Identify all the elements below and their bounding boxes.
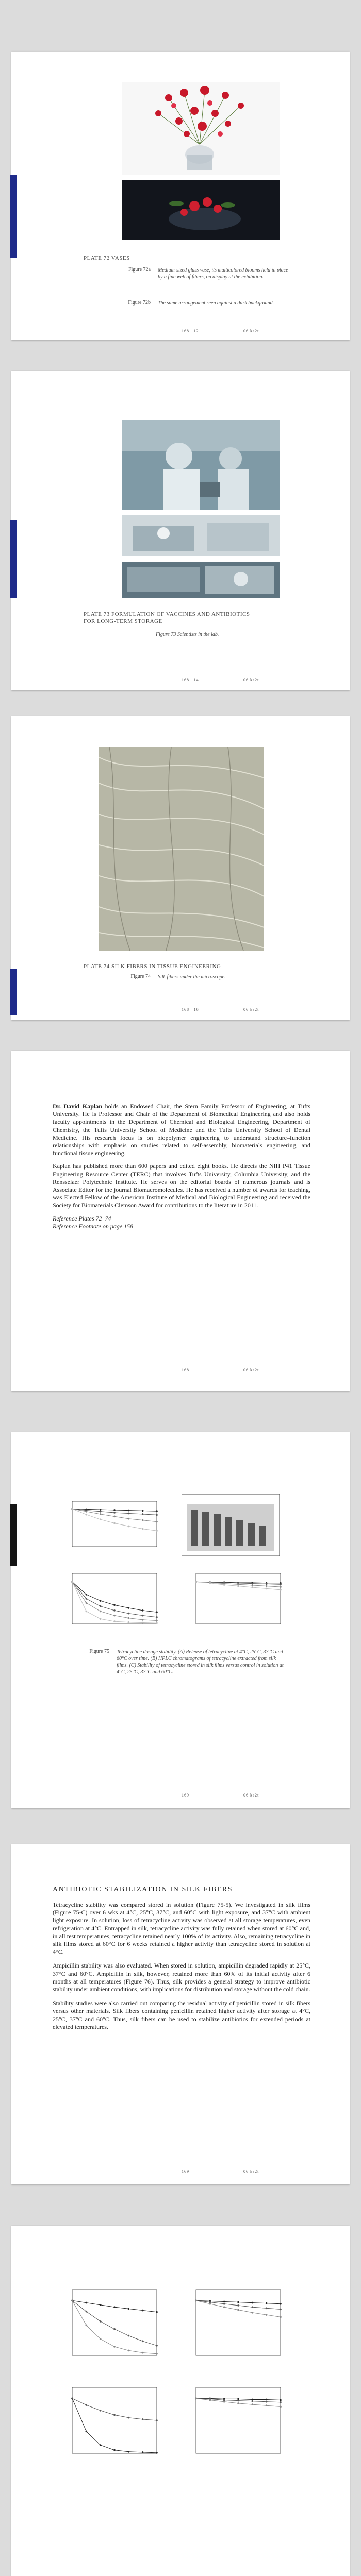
body-paragraph: Stability studies were also carried out comparing the residual activity of penicillin stored in silk fibers versus other materials. Silk fibers containing penicillin retained higher activity after storage at 4°C, 25°C, 37°C and 60°C. Thus, silk fibers can be used to stabilize antibiotics for extended periods at elevated temperatures. [53,1999,310,2030]
caption-figure-number: Figure 74 [130,974,151,979]
data-point [86,1602,88,1604]
caption-text: Figure 73 Scientists in the lab. [156,632,219,637]
data-point [113,2306,116,2308]
data-point [266,2307,268,2309]
data-point [252,2400,254,2402]
data-point [128,1617,130,1619]
chapter-tab [10,520,17,598]
caption-text: Medium-sized glass vase, its multicolored blooms held in place by a fine web of fibers, on display at the exhibition. [158,267,288,280]
data-point [86,1511,88,1513]
data-point [223,2306,225,2308]
data-point [195,2300,197,2302]
job-code: 06 ks2t [243,2169,259,2174]
job-code: 06 ks2t [243,329,259,333]
data-point [237,2301,239,2303]
page-plate-72 [11,52,350,340]
data-point [100,1511,102,1513]
plot-area [196,1573,281,1624]
data-point [113,1512,116,1514]
page-antibiotic-text [11,1844,350,2184]
data-point [71,1581,73,1583]
data-point [142,1609,144,1612]
data-point [280,1589,282,1591]
folio: 168 | 16 [182,1007,199,1012]
data-point [100,2444,102,2446]
chart-panel [182,2380,285,2463]
reference-line: Reference Footnote on page 158 [53,1222,134,1230]
bio-paragraph: Dr. David Kaplan holds an Endowed Chair, the Stern Family Professor of Engineering, at Tufts University. He is Professor and Chair of the Department of Biomedical Engineering and also holds faculty appointments in the Department of Chemical and Biological Engineering, Department of Chemistry, the Tufts University School of Medicine and the Tufts University School of Dental Medicine. His research focus is on biopolymer engineering to understand structure–function relationships with emphasis on studies related to self-assembly, biomaterials engineering, and functional tissue engineering. [53,1103,310,1157]
data-point [128,2308,130,2310]
data-point [209,2303,211,2305]
data-point [266,2401,268,2403]
data-point [209,2399,211,2401]
data-point [113,2328,116,2330]
data-point [100,2304,102,2306]
data-point [142,2418,144,2420]
data-point [86,1514,88,1516]
data-point [266,1588,268,1590]
caption-text: Tetracycline dosage stability. (A) Release of tetracycline at 4°C, 25°C, 37°C and 60°C over time. (B) HPLC chromatograms of tetracycline extracted from silk films. (C) Stability of tetracycline stored in silk films versus control in solution at 4°C, 25°C, 37°C and 60°C. [117,1649,284,1675]
data-point [142,2451,144,2453]
photo-vase-flowers [122,82,280,175]
job-code: 06 ks2t [243,1007,259,1012]
plot-area [72,2387,157,2453]
data-point [209,2301,211,2303]
data-point [142,2352,144,2354]
data-point [142,1519,144,1521]
data-point [252,2306,254,2308]
line-chart [182,2380,285,2463]
data-point [280,2401,282,2403]
data-point [142,2310,144,2312]
data-point [71,2300,73,2302]
data-point [156,1620,158,1622]
data-point [252,1584,254,1586]
chart-panel [58,2380,161,2463]
caption-row [114,267,300,298]
data-point [223,2399,225,2401]
data-point [86,2325,88,2327]
data-point [223,2303,225,2305]
job-code: 06 ks2t [243,1368,259,1372]
data-point [237,1583,239,1585]
data-point [113,1509,116,1511]
data-point [113,1609,116,1612]
data-point [113,1604,116,1606]
line-chart [58,1566,161,1633]
data-point [100,1611,102,1613]
vase-dark-illustration [122,180,280,240]
data-point [100,2338,102,2340]
chart-panel [58,2282,161,2365]
data-point [142,1510,144,1512]
chapter-tab [10,969,17,1015]
data-point [142,1622,144,1624]
data-point [280,2309,282,2311]
folio: 168 | 14 [182,677,199,682]
page-biography [11,1051,350,1391]
hplc-gel-image [182,1494,280,1556]
line-chart [58,2380,161,2463]
data-point [266,2399,268,2401]
data-point [237,2402,239,2404]
line-chart [58,1494,161,1556]
folio: 168 | 12 [182,329,199,333]
data-point [266,2302,268,2304]
data-point [237,2309,239,2311]
biography-text [53,1103,310,1230]
data-point [266,2404,268,2406]
data-point [128,2451,130,2453]
data-point [113,2346,116,2348]
data-point [86,2311,88,2313]
data-point [156,1514,158,1516]
data-point [237,2400,239,2402]
data-point [280,2406,282,2408]
chart-panel-c [58,1566,161,1633]
folio: 169 [182,1793,189,1798]
caption-figure-number: Figure 72a [128,267,151,273]
data-point [195,2398,197,2400]
body-paragraph: Ampicillin stability was also evaluated. When stored in solution, ampicillin degraded rapidly at 25°C, 37°C and 60°C. Ampicillin in silk, however, retained more than 60% of its initial activity after 6 months at all temperatures (Figure 76). Thus, silk provides a general strategy to improve antibiotic stability under ambient conditions, with implications for distribution and storage without the cold chain. [53,1962,310,1993]
data-point [100,1618,102,1620]
caption-figure-number: Figure 72b [128,300,151,306]
data-point [100,2320,102,2323]
data-point [113,2414,116,2416]
data-point [100,1605,102,1607]
caption-row [73,1649,300,1747]
data-point [128,2417,130,2419]
data-point [142,2340,144,2342]
data-point [223,2401,225,2403]
data-point [237,2304,239,2307]
body-paragraph: Tetracycline stability was compared stored in solution (Figure 75-5). We investigated in silk films (Figure 75-C) over 6 wks at 4°C, 25°C, 37°C, and 60°C with light exposure, and 37°C with ambient light exposure. In solution, loss of tetracycline activity was observed at all storage temperatures, even refrigeration at 4°C. Entrapped in silk, tetracycline activity was fully retained when stored at 60°C and, in all test temperatures, tetracycline retained nearly 100% of its activity. Also, remaining tetracycline in silk films stored at 60°C for 6 weeks retained a higher activity than tetracycline stored in solution at 4°C. [53,1901,310,1956]
data-point [86,1594,88,1596]
line-chart [58,2282,161,2365]
data-point [156,1616,158,1618]
line-chart [182,1566,285,1633]
chart-panel-d [182,1566,285,1633]
data-point [156,1611,158,1613]
section-title: ANTIBIOTIC STABILIZATION IN SILK FIBERS [53,1886,233,1893]
data-point [266,1585,268,1587]
data-point [280,2316,282,2318]
data-point [156,2419,158,2421]
data-point [266,1583,268,1585]
data-point [128,1526,130,1528]
data-point [156,2353,158,2355]
data-point [100,1509,102,1511]
caption-figure-number: Figure 75 [89,1649,109,1654]
chart-panel-a [58,1494,161,1556]
data-point [252,2312,254,2314]
lab-scene-illustration [122,420,280,510]
data-point [128,1613,130,1615]
chart-panel [182,2282,285,2365]
data-point [86,1611,88,1613]
data-point [252,2302,254,2304]
data-point [142,1619,144,1621]
data-point [113,1522,116,1524]
data-point [86,2431,88,2433]
data-point [128,1510,130,1512]
data-point [223,1584,225,1586]
chapter-tab [10,1504,17,1566]
data-point [86,1598,88,1600]
photo-lab-2 [122,515,280,556]
plot-area [196,2387,281,2453]
photo-vase-dark [122,180,280,240]
data-point [113,1620,116,1622]
data-point [252,1583,254,1585]
lab-scene-illustration [122,562,280,598]
data-point [156,2345,158,2347]
data-point [86,2302,88,2304]
bio-paragraph: Kaplan has published more than 600 papers and edited eight books. He directs the NIH P41 Tissue Engineering Resource Center (TERC) that involves Tufts University, Columbia University, and the Rensselaer Polytechnic Institute. He serves on the editorial boards of numerous journals and is Associate Editor for the journal Biomacromolecules. He has received a number of awards for teaching, was Elected Fellow of the American Institute of Medical and Biological Engineering and received the Society for Biomaterials Clemson Award for contributions to the literature in 2011. [53,1162,310,1209]
data-point [142,1615,144,1617]
photo-silk-fibers [99,747,264,951]
flower-arrangement-illustration [122,82,280,175]
data-point [223,2301,225,2303]
plot-area [196,2290,281,2355]
data-point [252,1586,254,1588]
data-point [156,2452,158,2454]
data-point [280,2303,282,2305]
data-point [237,1585,239,1587]
page-figure-76 [11,2226,350,2576]
data-point [71,2398,73,2400]
data-point [209,1582,211,1584]
data-point [128,1513,130,1515]
line-chart [182,2282,285,2365]
plate-label: PLATE 74 SILK FIBERS IN TISSUE ENGINEERING [84,963,221,970]
caption-row [114,300,300,315]
folio: 168 [182,1368,189,1372]
data-point [156,1521,158,1523]
data-point [100,1513,102,1515]
data-point [156,2311,158,2313]
photo-lab-1 [122,420,280,510]
data-point [252,2399,254,2401]
data-point [237,2398,239,2400]
data-point [142,1528,144,1530]
job-code: 06 ks2t [243,677,259,682]
body-text [53,1901,310,2037]
data-point [142,1513,144,1515]
job-code: 06 ks2t [243,1793,259,1798]
data-point [156,1530,158,1532]
data-point [156,1510,158,1512]
data-point [156,1622,158,1624]
caption-text: The same arrangement seen against a dark background. [158,300,274,306]
lab-scene-illustration [122,515,280,556]
author-name: Dr. David Kaplan [53,1103,102,1110]
data-point [113,2449,116,2451]
plate-label: PLATE 73 FORMULATION OF VACCINES AND ANTIBIOTICS FOR LONG-TERM STORAGE [84,611,250,624]
silk-fiber-micrograph [99,747,264,951]
chapter-tab [10,175,17,258]
page-figure-75 [11,1432,350,1808]
page-plate-73 [11,371,350,690]
data-point [128,1518,130,1520]
page-plate-74 [11,716,350,1020]
data-point [252,2403,254,2405]
data-point [100,1518,102,1520]
photo-lab-3 [122,562,280,598]
reference-line: Reference Plates 72–74 [53,1214,111,1222]
data-point [280,2399,282,2401]
folio: 169 [182,2169,189,2174]
data-point [86,2404,88,2406]
data-point [128,2350,130,2352]
plate-label: PLATE 72 VASES [84,255,130,261]
data-point [113,1516,116,1518]
data-point [280,1586,282,1588]
data-point [128,1607,130,1609]
caption-row [114,974,300,989]
data-point [128,2335,130,2337]
data-point [266,2314,268,2316]
data-point [100,1600,102,1602]
caption-text: Silk fibers under the microscope. [158,974,226,980]
data-point [71,1508,73,1510]
data-point [128,1621,130,1623]
data-point [280,1583,282,1585]
data-point [100,2410,102,2412]
chart-panel-b [182,1494,280,1556]
data-point [195,1581,197,1583]
data-point [113,1615,116,1617]
